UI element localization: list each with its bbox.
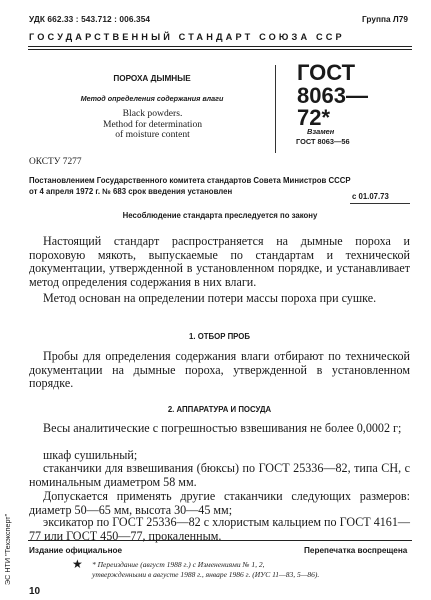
header-rule-bottom	[28, 49, 412, 50]
effective-date-underline	[350, 203, 410, 204]
section-heading-apparatus: 2. АППАРАТУРА И ПОСУДА	[167, 405, 272, 414]
title-en-line-2: Method for determination	[102, 118, 203, 130]
official-edition-label: Издание официальное	[29, 546, 123, 555]
reprint-prohibited-label: Перепечатка воспрещена	[304, 546, 408, 555]
paragraph-oven: шкаф сушильный;	[43, 448, 138, 462]
star-icon: ★	[72, 557, 83, 571]
gost-number-block	[297, 62, 397, 130]
replaces-label: Взамен	[307, 127, 335, 136]
paragraph-scope: Настоящий стандарт распространяется на дымные пороха и пороховую мякоть, выпускаемые по стандартам и технической документации, утвержденной в установленном порядке, и устанавливает метод определения содержания в них влаги.	[29, 234, 410, 289]
decree-line-2: от 4 апреля 1972 г. № 683 срок введения установлен	[29, 186, 233, 196]
replaces-value: ГОСТ 8063—56	[296, 137, 350, 146]
paragraph-method: Метод основан на определении потери массы пороха при сушке.	[43, 291, 377, 305]
paragraph-sampling: Пробы для определения содержания влаги отбирают по технической документации на дымные пороха, утвержденной в установленном порядке.	[29, 349, 410, 390]
page-number: 10	[29, 586, 41, 597]
title-en-line-3: of moisture content	[115, 129, 190, 140]
header-rule-top	[28, 46, 412, 47]
paragraph-balance: Весы аналитические с погрешностью взвешивания не более 0,0002 г;	[43, 421, 402, 435]
standard-title-ru: ПОРОХА ДЫМНЫЕ	[113, 74, 191, 83]
gost-number: 8063—72*	[297, 82, 368, 130]
udk-code: УДК 662.33 : 543.712 : 006.354	[29, 14, 151, 24]
title-divider	[275, 65, 276, 153]
footnote-line-2: утвержденными в августе 1988 г., январе 1986 г. (ИУС 11—83, 5—86).	[92, 570, 320, 579]
section-heading-sampling: 1. ОТБОР ПРОБ	[189, 332, 250, 341]
legal-warning: Несоблюдение стандарта преследуется по закону	[122, 211, 318, 220]
decree-line-1: Постановлением Государственного комитета стандартов Совета Министров СССР	[29, 176, 351, 185]
effective-date: с 01.07.73	[352, 192, 389, 201]
standard-subtitle-ru: Метод определения содержания влаги	[80, 94, 224, 103]
paragraph-weighing-bottles: стаканчики для взвешивания (бюксы) по ГОСТ 25336—82, типа СН, с номинальным диаметром 58 мм.	[29, 461, 410, 489]
okstu-code: ОКСТУ 7277	[29, 157, 82, 167]
reissue-footnote	[92, 560, 412, 580]
gost-label: ГОСТ	[297, 60, 356, 85]
paragraph-alternative-bottles: Допускается применять другие стаканчики следующих размеров: диаметр 50—65 мм, высота 30—45 мм;	[29, 489, 410, 517]
title-en-line-1: Black powders.	[122, 108, 183, 119]
group-code: Группа Л79	[362, 14, 408, 24]
side-stamp: ЭС НТИ "Техэксперт"	[3, 513, 12, 585]
footnote-line-1: * Переиздание (август 1988 г.) с Изменениями № 1, 2,	[92, 560, 265, 569]
footer-rule	[28, 540, 412, 541]
standard-title-en	[100, 109, 205, 141]
state-standard-title: ГОСУДАРСТВЕННЫЙ СТАНДАРТ СОЮЗА ССР	[29, 32, 345, 42]
paragraph-desiccator: эксикатор по ГОСТ 25336—82 с хлористым кальцием по ГОСТ 4161—77 или ГОСТ 450—77, прокаленным.	[29, 515, 410, 543]
